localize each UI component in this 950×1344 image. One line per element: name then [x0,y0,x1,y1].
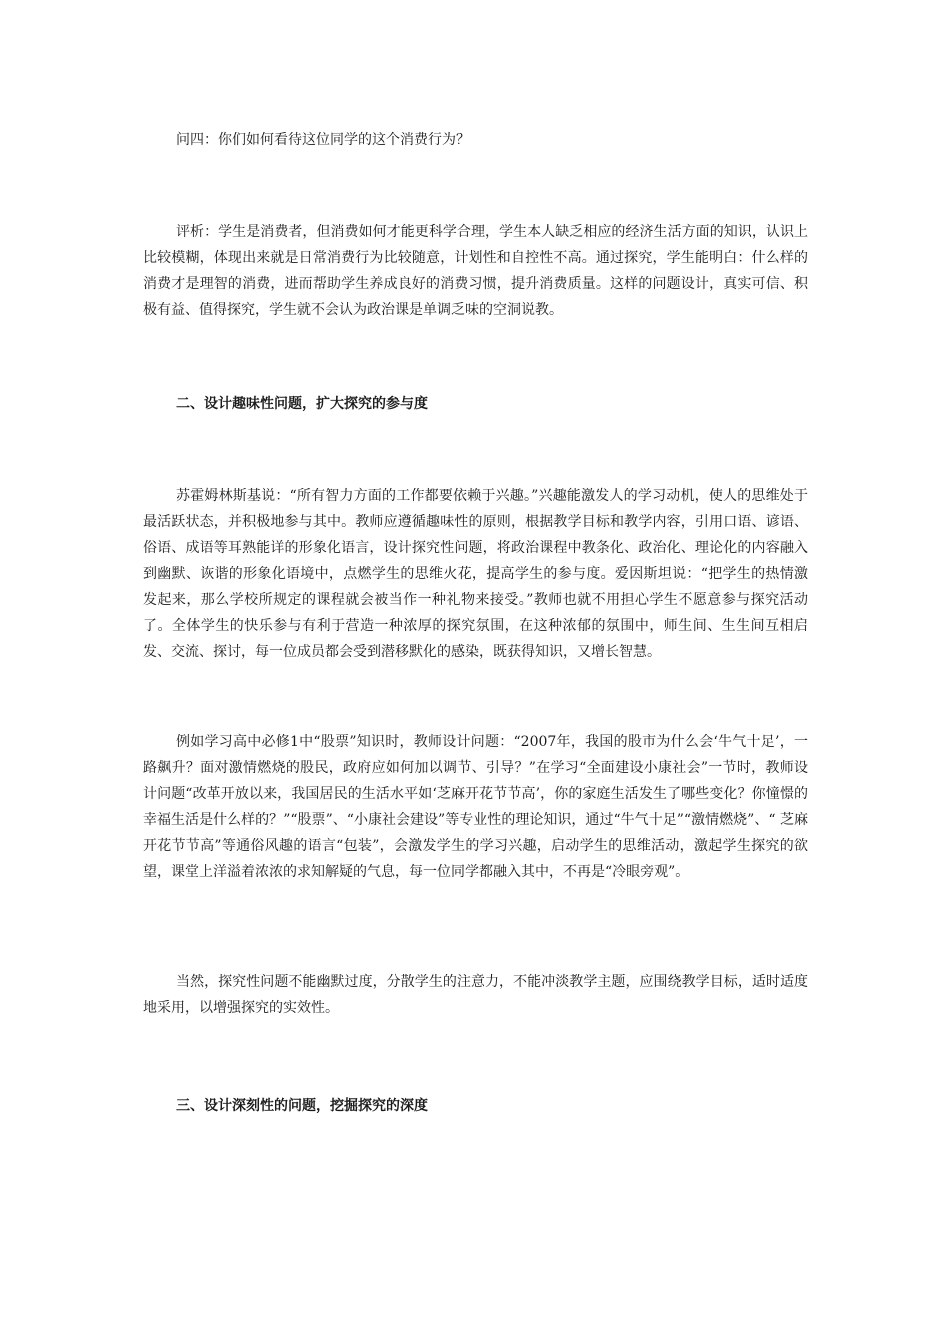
caution-paragraph: 当然，探究性问题不能幽默过度，分散学生的注意力，不能冲淡教学主题，应围绕教学目标，适时适度地采用，以增强探究的实效性。 [143,974,808,1016]
section-heading-three: 三、设计深刻性的问题，挖掘探究的深度 [176,1098,428,1114]
question-four: 问四：你们如何看待这位同学的这个消费行为？ [176,132,470,148]
comment-paragraph: 评析：学生是消费者，但消费如何才能更科学合理，学生本人缺乏相应的经济生活方面的知识，认识上比较模糊，体现出来就是日常消费行为比较随意，计划性和自控性不高。通过探究，学生能明白：什么样的消费才是理智的消费，进而帮助学生养成良好的消费习惯，提升消费质量。这样的问题设计，真实可信、积极有益、值得探究，学生就不会认为政治课是单调乏味的空洞说教。 [143,224,808,318]
suhomlinsky-paragraph: 苏霍姆林斯基说：“所有智力方面的工作都要依赖于兴趣。”兴趣能激发人的学习动机，使人的思维处于最活跃状态，并积极地参与其中。教师应遵循趣味性的原则，根据教学目标和教学内容，引用口语、谚语、俗语、成语等耳熟能详的形象化语言，设计探究性问题，将政治课程中教条化、政治化、理论化的内容融入到幽默、诙谐的形象化语境中，点燃学生的思维火花，提高学生的参与度。爱因斯坦说：“把学生的热情激发起来，那么学校所规定的课程就会被当作一种礼物来接受。”教师也就不用担心学生不愿意参与探究活动了。全体学生的快乐参与有利于营造一种浓厚的探究氛围，在这种浓郁的氛围中，师生间、生生间互相启发、交流、探讨，每一位成员都会受到潜移默化的感染，既获得知识，又增长智慧。 [143,488,808,660]
section-heading-two: 二、设计趣味性问题，扩大探究的参与度 [176,396,428,412]
stock-example-paragraph: 例如学习高中必修1中“股票”知识时，教师设计问题：“2007年，我国的股市为什么会‘牛气十足’，一路飙升？面对激情燃烧的股民，政府应如何加以调节、引导？”在学习“全面建设小康社会”一节时，教师设计问题“改革开放以来，我国居民的生活水平如‘芝麻开花节节高’，你的家庭生活发生了哪些变化？你憧憬的幸福生活是什么样的？”“股票”、“小康社会建设”等专业性的理论知识，通过“牛气十足”“激情燃烧”、“ 芝麻开花节节高”等通俗风趣的语言“包装”，会激发学生的学习兴趣，启动学生的思维活动，激起学生探究的欲望，课堂上洋溢着浓浓的求知解疑的气息，每一位同学都融入其中，不再是“冷眼旁观”。 [143,734,808,880]
